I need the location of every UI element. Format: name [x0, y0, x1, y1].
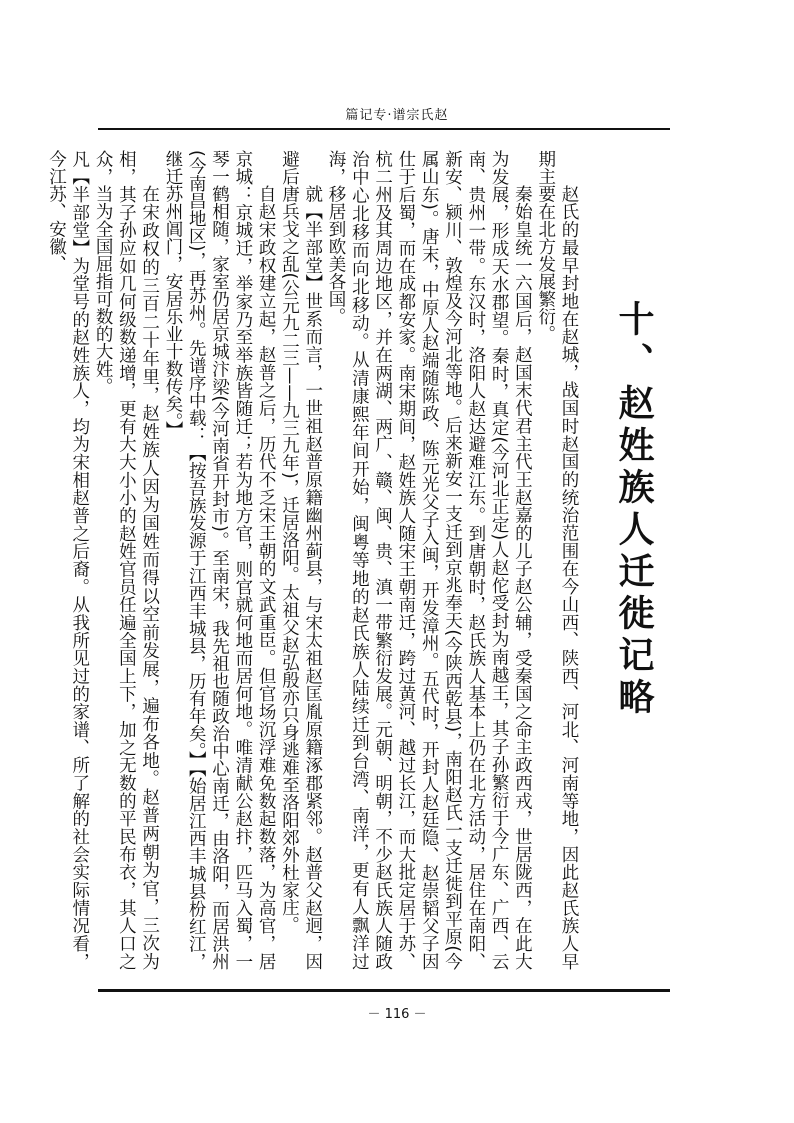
paragraph-5: 在宋政权的三百二十年里，赵姓族人因为国姓而得以空前发展，遍布各地。赵普两朝为官，三次为相，其子孙应如几何级数递增，更有大大小小的赵姓官员任遍全国上下，加之无数的平民布衣，其人口之众，当为全国屈指可数的大姓。 [93, 150, 160, 970]
body-text [46, 150, 580, 970]
paragraph-3: 就【半部堂】世系而言，一世祖赵普原籍幽州蓟县，与宋太祖赵匡胤原籍涿郡紧邻。赵普父赵迥，因避后唐兵戈之乱(公元九二三——九三九年)，迁居洛阳。太祖父赵弘殷亦只身逃难至洛阳郊外杜家庄。 [279, 150, 323, 970]
header-rule [98, 128, 670, 130]
page-number: － 116 － [367, 1007, 427, 1022]
footer-rule [98, 989, 670, 992]
paragraph-2: 秦始皇统一六国后，赵国末代君主代王赵嘉的儿子赵公辅，受秦国之命主政西戎，世居陇西，在此大为发展，形成天水郡望。秦时，真定(今河北正定)人赵佗受封为南越王，其子孙繁衍于今广东、广西、云南、贵州一带。东汉时，洛阳人赵达避难江东。到唐朝时，赵氏族人基本上仍在北方活动，居住在南阳、新安、颍川、敦煌及今河北等地。后来新安一支迁到京兆奉天(今陕西乾县)，南阳赵氏一支迁徙到平原(今属山东)。唐末，中原人赵端随陈政、陈元光父子入闽，开发漳州。五代时，开封人赵廷隐、赵崇韬父子因仕于后蜀，而在成都安家。南宋期间，赵姓族人随宋王朝南迁，跨过黄河、越过长江，而大批定居于苏、杭二州及其周边地区，并在两湖、两广、赣、闽、贵、滇一带繁衍发展。元朝、明朝，不少赵氏族人随政治中心北移而向北移动。从清康熙年间开始，闽粤等地的赵氏族人陆续迁到台湾、南洋，更有人飘洋过海，移居到欧美各国。 [326, 150, 533, 970]
paragraph-4: 自赵宋政权建立起，赵普之后，历代不乏宋王朝的文武重臣。但官场沉浮难免数起数落，为高官，居京城：京城迁，举家乃至举族皆随迁；若为地方官，则官就何地而居何地。唯清献公赵抃，匹马入蜀，一琴一鹤相随，家室仍居京城汴梁(今河南省开封市)。至南宋，我先祖也随政治中心南迁，由洛阳，而居洪州(今南昌地区)，再苏州。先谱序中载：【按吾族发源于江西丰城县，历有年矣。】【始居江西丰城县枌红江，继迁苏州阊门，安居乐业十数传矣。】 [162, 150, 277, 970]
running-header: 篇记专·谱宗氏赵 [345, 108, 449, 123]
paragraph-1: 赵氏的最早封地在赵城，战国时赵国的统治范围在今山西、陕西、河北、河南等地，因此赵氏族人早期主要在北方发展繁衍。 [535, 150, 579, 970]
page-title: 十、赵姓族人迁徙记略 [613, 300, 654, 720]
paragraph-6: 凡【半部堂】为堂号的赵姓族人，均为宋相赵普之后裔。从我所见过的家谱、所了解的社会实际情况看，今江苏、安徽、 [46, 150, 90, 970]
